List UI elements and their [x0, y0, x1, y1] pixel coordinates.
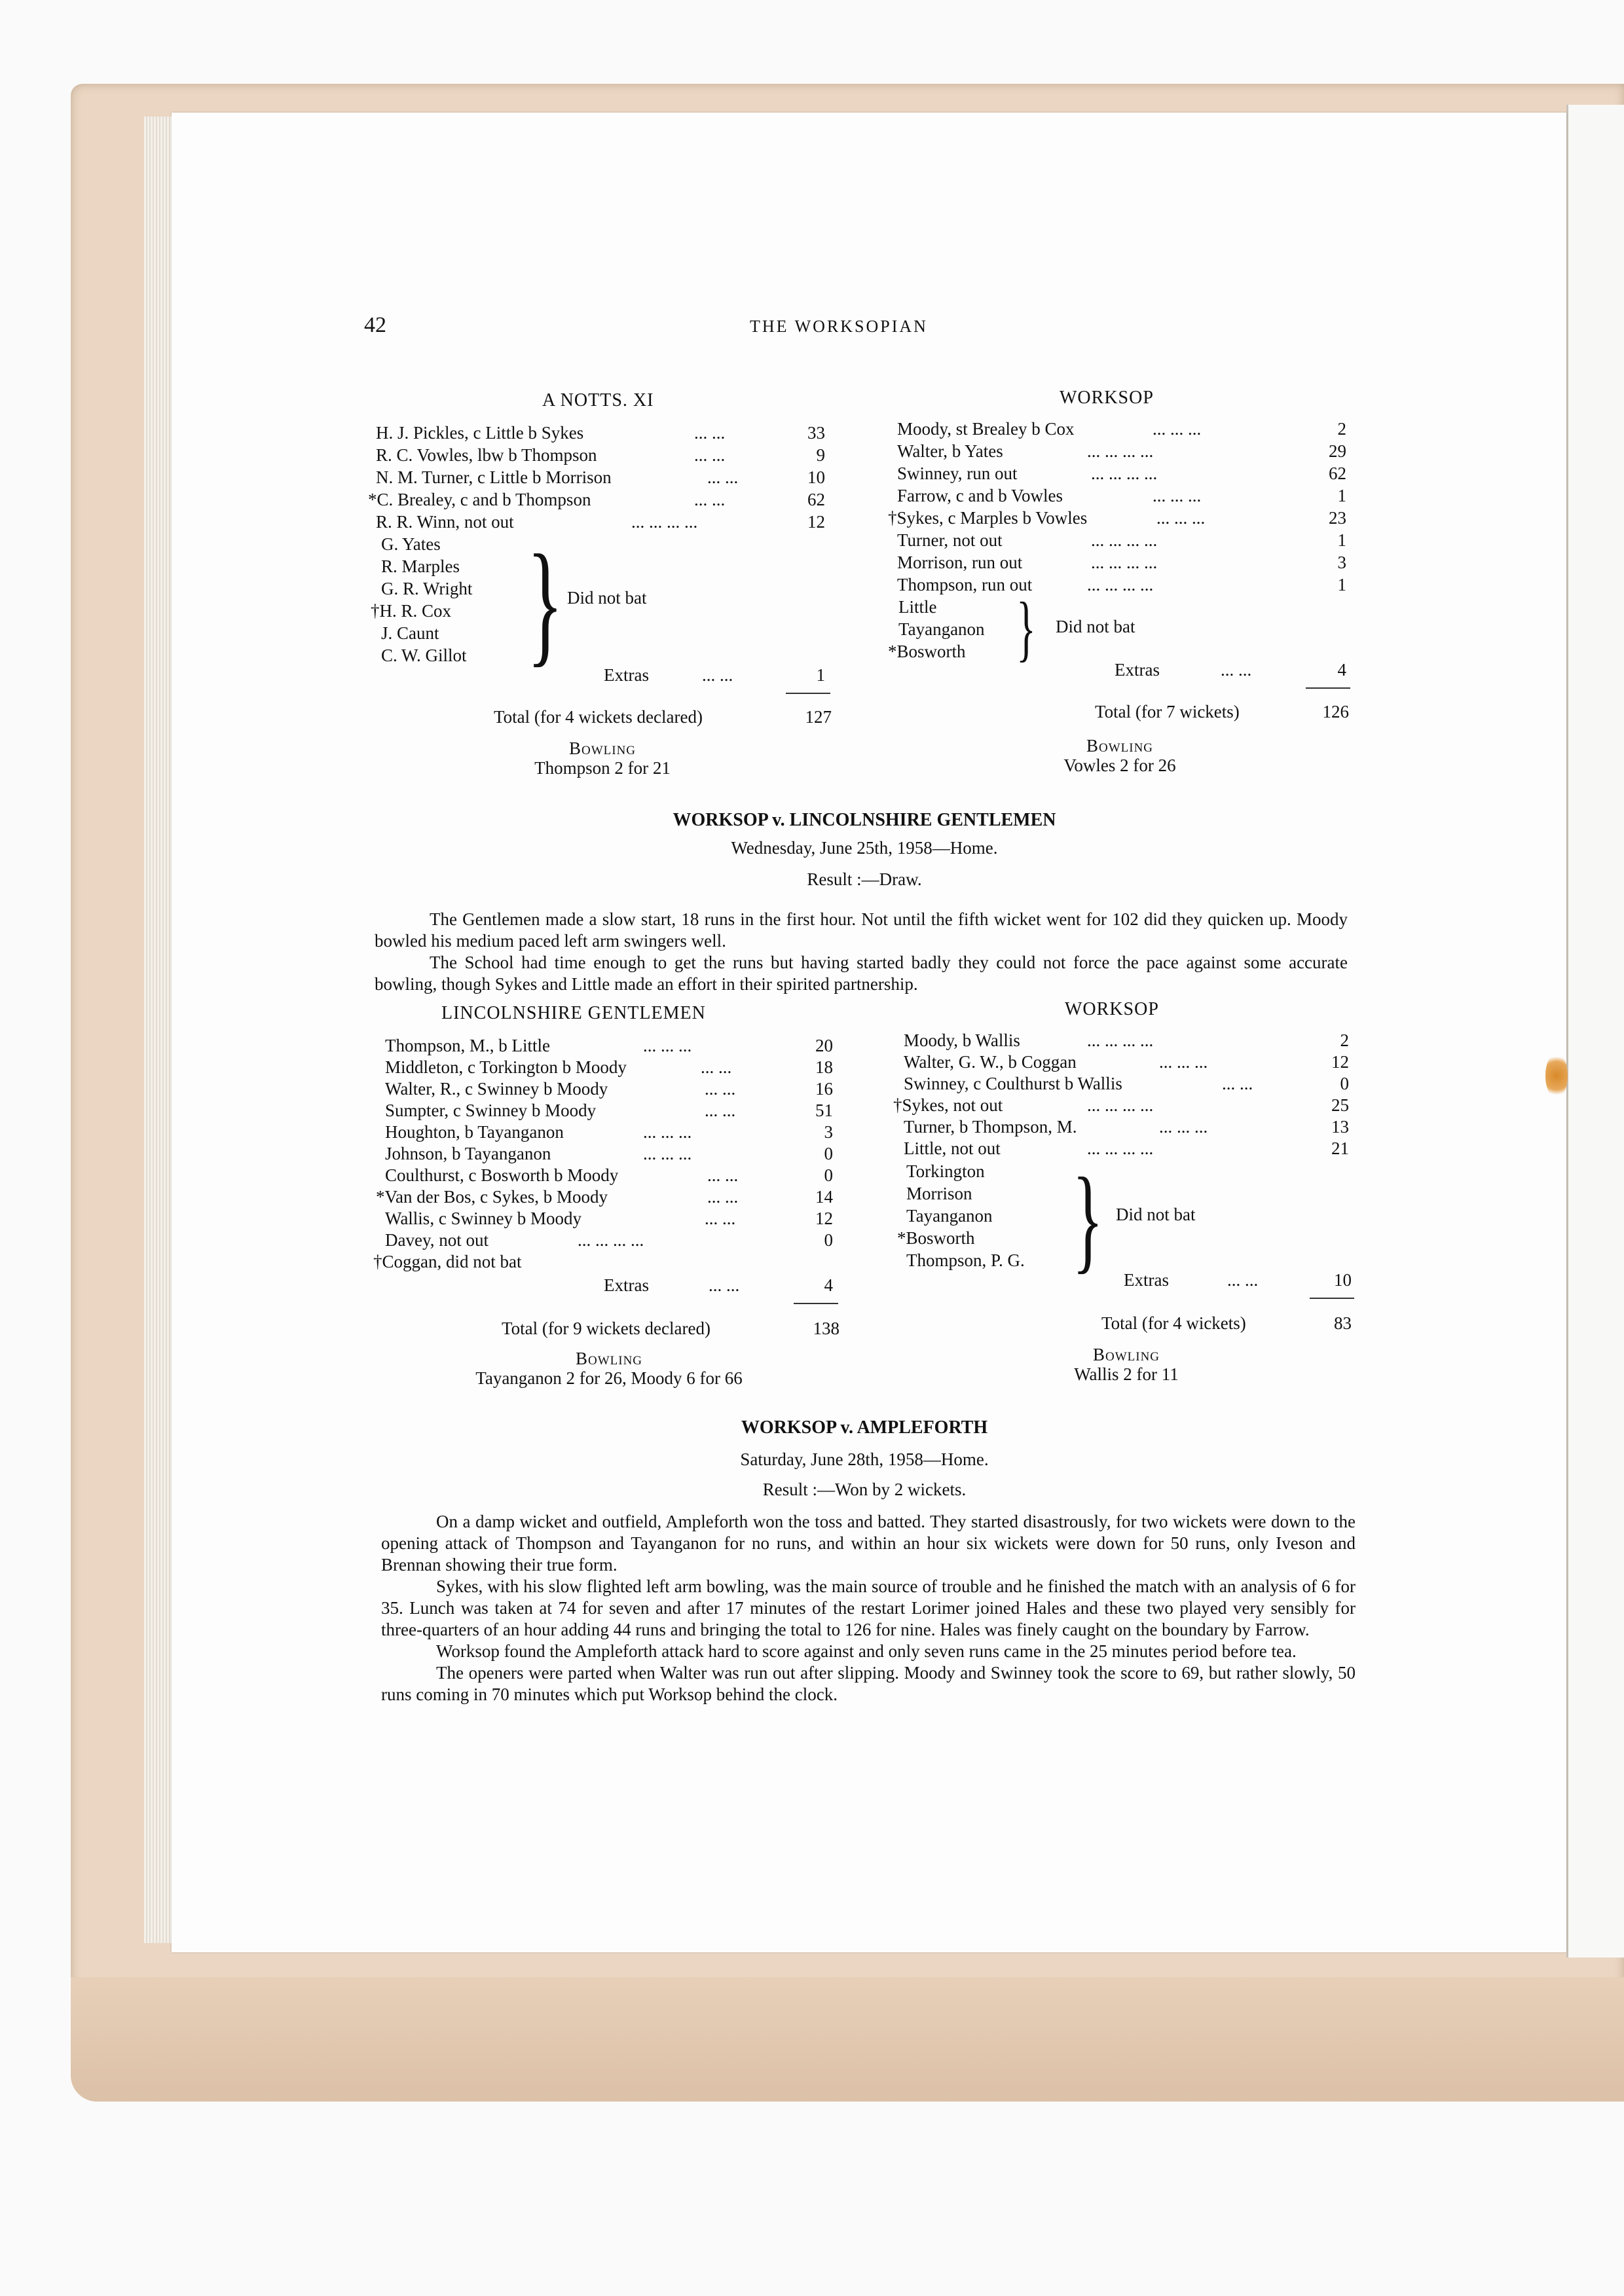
leader-dots: ... ...	[1222, 1074, 1253, 1093]
leader-dots: ... ... ...	[643, 1144, 692, 1163]
leader-dots: ... ...	[1221, 660, 1252, 680]
report-paragraph: On a damp wicket and outfield, Ampleforth won the toss and batted. They started disastrously, for two wickets were down to the opening attack of Thompson and Tayanganon for no runs, and within an hour six wickets were down for 50 runs, only Iveson and Brennan showing their true form.	[381, 1512, 1356, 1575]
batting-entry: †Coggan, did not bat	[373, 1252, 522, 1271]
match-date: Saturday, June 28th, 1958—Home.	[740, 1449, 989, 1469]
leader-dots: ... ... ...	[1159, 1052, 1208, 1072]
leader-dots: ... ...	[709, 1275, 740, 1295]
running-title: THE WORKSOPIAN	[750, 317, 928, 336]
batting-entry: Moody, b Wallis	[904, 1030, 1020, 1050]
leader-dots: ... ...	[701, 1057, 732, 1077]
batting-entry: Little, not out	[904, 1139, 1001, 1158]
did-not-bat-label: Did not bat	[1056, 617, 1135, 636]
leader-dots: ... ... ... ...	[1091, 553, 1158, 572]
batting-entry: Thompson, M., b Little	[385, 1036, 550, 1055]
total-label: Total (for 9 wickets declared)	[502, 1319, 710, 1338]
dnb-player: G. R. Wright	[381, 579, 473, 598]
leader-dots: ... ...	[707, 1187, 739, 1207]
batting-entry: Walter, R., c Swinney b Moody	[385, 1079, 608, 1099]
leader-dots: ... ... ... ...	[578, 1230, 644, 1250]
dnb-player: *Bosworth	[888, 642, 966, 661]
batting-entry: R. C. Vowles, lbw b Thompson	[376, 445, 597, 465]
dnb-player: Little	[898, 597, 937, 617]
runs: 0	[1340, 1074, 1349, 1093]
batting-entry: Davey, not out	[385, 1230, 489, 1250]
bowling-figures: Tayanganon 2 for 26, Moody 6 for 66	[475, 1368, 743, 1388]
runs: 12	[1331, 1052, 1349, 1072]
match-title: WORKSOP v. AMPLEFORTH	[741, 1417, 988, 1438]
total-label: Total (for 4 wickets)	[1101, 1313, 1246, 1333]
runs: 0	[824, 1230, 833, 1250]
batting-entry: H. J. Pickles, c Little b Sykes	[376, 423, 584, 443]
dnb-player: G. Yates	[381, 534, 441, 554]
dnb-player: Tayanganon	[898, 619, 985, 639]
total-value: 83	[1334, 1313, 1352, 1333]
match-report	[375, 909, 1348, 995]
total-rule	[1306, 687, 1350, 689]
dnb-player: Tayanganon	[906, 1206, 993, 1226]
extras-value: 4	[824, 1275, 833, 1295]
extras-value: 10	[1334, 1270, 1352, 1290]
batting-entry: Johnson, b Tayanganon	[385, 1144, 551, 1163]
did-not-bat-label: Did not bat	[1116, 1205, 1196, 1224]
report-paragraph: The Gentlemen made a slow start, 18 runs in the first hour. Not until the fifth wicket went for 102 did they quicken up. Moody bowled his medium paced left arm swingers well.	[375, 909, 1348, 951]
bowling-heading: Bowling	[575, 1349, 643, 1368]
batting-entry: N. M. Turner, c Little b Morrison	[376, 467, 612, 487]
total-label: Total (for 4 wickets declared)	[494, 707, 703, 727]
total-rule	[786, 693, 830, 694]
total-rule	[794, 1303, 838, 1304]
bowling-heading: Bowling	[1092, 1345, 1160, 1364]
match-result: Result :—Won by 2 wickets.	[762, 1480, 967, 1499]
extras-label: Extras	[1124, 1270, 1169, 1290]
leader-dots: ... ... ...	[1156, 508, 1206, 528]
bowling-figures: Vowles 2 for 26	[1063, 756, 1176, 775]
leader-dots: ... ... ...	[643, 1122, 692, 1142]
page-number: 42	[364, 313, 386, 337]
runs: 14	[815, 1187, 833, 1207]
batting-entry: Turner, not out	[897, 530, 1003, 550]
batting-entry: R. R. Winn, not out	[376, 512, 514, 532]
leader-dots: ... ...	[1227, 1270, 1259, 1290]
grouping-brace: }	[526, 527, 564, 679]
dnb-player: *Bosworth	[897, 1228, 975, 1248]
dnb-player: Thompson, P. G.	[906, 1250, 1025, 1270]
extras-value: 1	[816, 665, 825, 685]
leader-dots: ... ... ...	[643, 1036, 692, 1055]
runs: 1	[1337, 575, 1346, 594]
batting-entry: †Sykes, not out	[893, 1095, 1003, 1115]
runs: 0	[824, 1144, 833, 1163]
batting-entry: Swinney, c Coulthurst b Wallis	[904, 1074, 1122, 1093]
runs: 62	[1329, 464, 1346, 483]
leader-dots: ... ...	[705, 1209, 736, 1228]
runs: 62	[807, 490, 825, 509]
dnb-player: R. Marples	[381, 556, 460, 576]
total-value: 126	[1322, 702, 1349, 721]
total-label: Total (for 7 wickets)	[1095, 702, 1240, 721]
orange-stain	[1545, 1053, 1568, 1099]
leader-dots: ... ...	[694, 445, 726, 465]
batting-entry: *C. Brealey, c and b Thompson	[368, 490, 591, 509]
batting-entry: Farrow, c and b Vowles	[897, 486, 1063, 505]
batting-entry: Swinney, run out	[897, 464, 1018, 483]
report-paragraph: The openers were parted when Walter was run out after slipping. Moody and Swinney took the score to 69, but rather slowly, 50 runs coming in 70 minutes which put Worksop behind the clock.	[381, 1663, 1356, 1704]
batting-entry: Turner, b Thompson, M.	[904, 1117, 1077, 1137]
runs: 16	[815, 1079, 833, 1099]
leader-dots: ... ... ...	[1159, 1117, 1208, 1137]
total-value: 127	[805, 707, 832, 727]
runs: 3	[1337, 553, 1346, 572]
leader-dots: ... ... ...	[1153, 486, 1202, 505]
report-paragraph: The School had time enough to get the runs but having started badly they could not force the pace against some accurate bowling, though Sykes and Little made an effort in their spirited partnership.	[375, 953, 1348, 994]
runs: 20	[815, 1036, 833, 1055]
batting-entry: Walter, b Yates	[897, 441, 1003, 461]
batting-entry: Morrison, run out	[897, 553, 1023, 572]
dnb-player: Torkington	[906, 1161, 985, 1181]
batting-entry: Thompson, run out	[897, 575, 1033, 594]
extras-value: 4	[1337, 660, 1346, 680]
leader-dots: ... ...	[707, 467, 739, 487]
leader-dots: ... ...	[702, 665, 733, 685]
dnb-player: C. W. Gillot	[381, 646, 467, 665]
leader-dots: ... ...	[694, 423, 726, 443]
leader-dots: ... ... ... ...	[631, 512, 698, 532]
dnb-player: †H. R. Cox	[371, 601, 452, 621]
batting-entry: Walter, G. W., b Coggan	[904, 1052, 1077, 1072]
leader-dots: ... ... ... ...	[1087, 1095, 1154, 1115]
dnb-player: J. Caunt	[381, 623, 439, 643]
match-date: Wednesday, June 25th, 1958—Home.	[731, 838, 998, 858]
runs: 2	[1337, 419, 1346, 439]
bowling-heading: Bowling	[1086, 736, 1154, 756]
leader-dots: ... ... ... ...	[1087, 575, 1154, 594]
runs: 23	[1329, 508, 1346, 528]
runs: 12	[815, 1209, 833, 1228]
runs: 33	[807, 423, 825, 443]
batting-entry: Sumpter, c Swinney b Moody	[385, 1101, 597, 1120]
leader-dots: ... ...	[705, 1101, 736, 1120]
batting-entry: Coulthurst, c Bosworth b Moody	[385, 1165, 619, 1185]
book-cover-bottom-edge	[71, 1977, 1624, 2102]
runs: 9	[816, 445, 825, 465]
match-title: WORKSOP v. LINCOLNSHIRE GENTLEMEN	[673, 810, 1056, 830]
batting-entry: Houghton, b Tayanganon	[385, 1122, 564, 1142]
bowling-heading: Bowling	[568, 738, 637, 758]
page-stack-edge	[144, 117, 173, 1943]
extras-label: Extras	[604, 665, 649, 685]
runs: 1	[1337, 486, 1346, 505]
leader-dots: ... ...	[694, 490, 726, 509]
runs: 10	[807, 467, 825, 487]
leader-dots: ... ...	[707, 1165, 739, 1185]
worksop-team-heading: WORKSOP	[1060, 388, 1154, 408]
batting-entry: *Van der Bos, c Sykes, b Moody	[376, 1187, 608, 1207]
bowling-figures: Thompson 2 for 21	[534, 758, 671, 778]
facing-page-edge	[1566, 105, 1624, 1958]
leader-dots: ... ... ... ...	[1091, 464, 1158, 483]
batting-entry: †Sykes, c Marples b Vowles	[888, 508, 1088, 528]
report-paragraph: Sykes, with his slow flighted left arm bowling, was the main source of trouble and he finished the match with an analysis of 6 for 35. Lunch was taken at 74 for seven and after 17 minutes of the restart Lorimer joined Hales and these two played very sensibly for three-quarters of an hour adding 44 runs and bringing the total to 126 for nine. Hales was finely caught on the boundary by Farrow.	[381, 1576, 1356, 1639]
leader-dots: ... ...	[705, 1079, 736, 1099]
match-result: Result :—Draw.	[807, 869, 922, 889]
extras-label: Extras	[604, 1275, 649, 1295]
did-not-bat-label: Did not bat	[567, 588, 647, 608]
runs: 21	[1331, 1139, 1349, 1158]
total-rule	[1310, 1298, 1354, 1299]
leader-dots: ... ... ...	[1153, 419, 1202, 439]
batting-entry: Middleton, c Torkington b Moody	[385, 1057, 627, 1077]
runs: 12	[807, 512, 825, 532]
runs: 0	[824, 1165, 833, 1185]
runs: 3	[824, 1122, 833, 1142]
runs: 18	[815, 1057, 833, 1077]
leader-dots: ... ... ... ...	[1091, 530, 1158, 550]
report-paragraph: Worksop found the Ampleforth attack hard to score against and only seven runs came in the 25 minutes period before tea.	[436, 1641, 1297, 1661]
runs: 13	[1331, 1117, 1349, 1137]
runs: 1	[1337, 530, 1346, 550]
runs: 25	[1331, 1095, 1349, 1115]
grouping-brace: }	[1072, 1154, 1103, 1284]
total-value: 138	[813, 1319, 840, 1338]
dnb-player: Morrison	[906, 1184, 972, 1203]
leader-dots: ... ... ... ...	[1087, 1030, 1154, 1050]
runs: 51	[815, 1101, 833, 1120]
bowling-figures: Wallis 2 for 11	[1074, 1364, 1179, 1384]
worksop-team-heading: WORKSOP	[1065, 999, 1159, 1019]
runs: 2	[1340, 1030, 1349, 1050]
leader-dots: ... ... ... ...	[1087, 441, 1154, 461]
match-report	[381, 1511, 1356, 1705]
extras-label: Extras	[1115, 660, 1160, 680]
leader-dots: ... ... ... ...	[1087, 1139, 1154, 1158]
batting-entry: Moody, st Brealey b Cox	[897, 419, 1075, 439]
batting-entry: Wallis, c Swinney b Moody	[385, 1209, 582, 1228]
runs: 29	[1329, 441, 1346, 461]
notts-team-heading: A NOTTS. XI	[542, 390, 654, 410]
grouping-brace: }	[1016, 588, 1036, 669]
lincs-team-heading: LINCOLNSHIRE GENTLEMEN	[441, 1003, 706, 1023]
